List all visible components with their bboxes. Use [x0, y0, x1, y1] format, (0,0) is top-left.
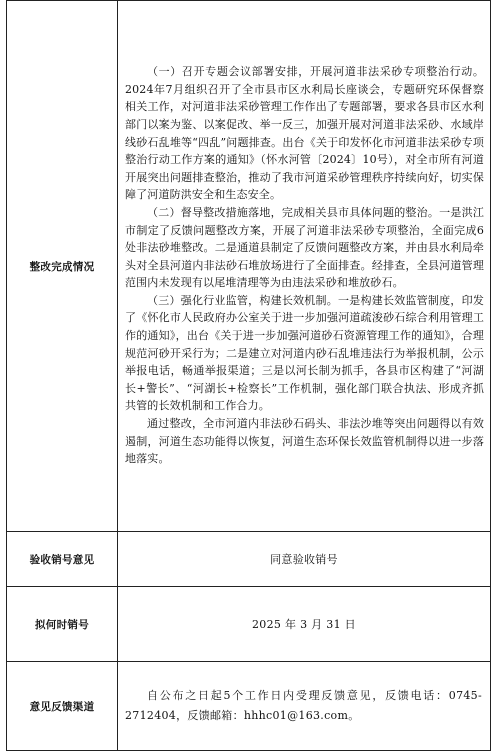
rectification-row	[7, 1, 491, 532]
acceptance-row	[7, 532, 491, 587]
acceptance-label: 验收销号意见	[7, 532, 118, 587]
rectification-label: 整改完成情况	[7, 1, 118, 532]
rectification-content	[118, 1, 491, 532]
feedback-label: 意见反馈渠道	[7, 662, 118, 751]
feedback-content	[118, 662, 491, 751]
feedback-text: 自公布之日起5个工作日内受理反馈意见，反馈电话：0745-2712404，反馈邮箱：hhhc01@163.com。	[125, 689, 482, 722]
feedback-row	[7, 662, 491, 751]
rectification-paragraph-1: （一）召开专题会议部署安排，开展河道非法采砂专项整治行动。2024年7月组织召开了全市县市区水利局长座谈会，专题研究环保督察相关工作，对河道非法采砂管理工作作出了专题部署，要求各县市区水利部门以案为鉴、以案促改、举一反三，加强开展对河道非法采砂、水域岸线砂石乱堆等“四乱”问题排查。出台《关于印发怀化市河道非法采砂专项整治行动工作方案的通知》（怀水河管〔2024〕10号），对全市所有河道开展突出问题排查整治，推动了我市河道采砂管理秩序持续向好，切实保障了河道防洪安全和生态安全。	[125, 65, 484, 202]
proposed-date-row	[7, 587, 491, 662]
rectification-paragraph-4: 通过整改，全市河道内非法砂石码头、非法沙堆等突出问题得以有效遏制，河道生态功能得以恢复，河道生态环保长效监管机制得以进一步落地落实。	[125, 417, 484, 466]
rectification-paragraph-3: （三）强化行业监管，构建长效机制。一是构建长效监管制度，印发了《怀化市人民政府办公室关于进一步加强河道疏浚砂石综合利用管理工作的通知》，出台《关于进一步加强河道砂石资源管理工作的通知》，合理规范河砂开采行为；二是建立对河道内砂石乱堆违法行为举报机制，公示举报电话，畅通举报渠道；三是以河长制为抓手，各县市区构建了“河湖长+警长”、“河湖长+检察长”工作机制，强化部门联合执法、形成齐抓共管的长效机制和工作合力。	[125, 293, 484, 413]
rectification-table	[6, 0, 491, 751]
acceptance-value: 同意验收销号	[118, 532, 491, 587]
rectification-paragraph-2: （二）督导整改措施落地，完成相关县市具体问题的整治。一是洪江市制定了反馈问题整改方案，开展了河道非法采砂专项整治，全面完成6处非法砂堆整改。二是通道县制定了反馈问题整改方案，并由县水利局牵头对全县河道内非法砂石堆放场进行了全面排查。经排查，全县河道管理范围内未发现有以尾堆清理等为由违法采砂和堆放砂石。	[125, 205, 484, 290]
proposed-date-value: 2025 年 3 月 31 日	[118, 587, 491, 662]
proposed-date-label: 拟何时销号	[7, 587, 118, 662]
